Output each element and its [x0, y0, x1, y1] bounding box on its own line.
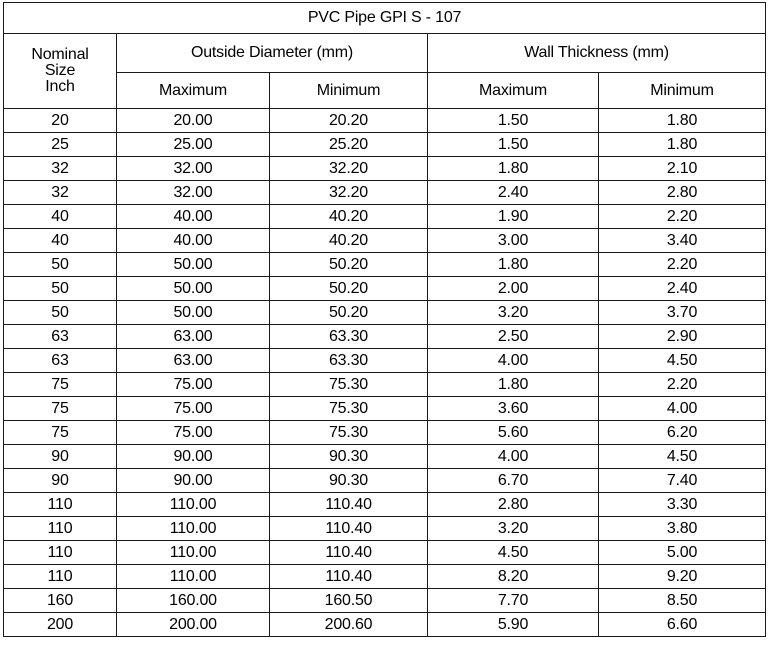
od-maximum-cell: 110.00	[117, 493, 270, 517]
od-maximum-cell: 75.00	[117, 397, 270, 421]
wt-minimum-cell: 3.40	[599, 229, 766, 253]
od-maximum-cell: 63.00	[117, 349, 270, 373]
od-minimum-cell: 63.30	[270, 325, 428, 349]
od-minimum-cell: 75.30	[270, 421, 428, 445]
table-row	[4, 469, 766, 493]
wt-minimum-cell: 8.50	[599, 589, 766, 613]
table-row	[4, 301, 766, 325]
od-minimum-cell: 110.40	[270, 517, 428, 541]
nominal-size-cell: 20	[4, 109, 117, 133]
od-maximum-cell: 63.00	[117, 325, 270, 349]
wt-minimum-cell: 5.00	[599, 541, 766, 565]
table-row	[4, 109, 766, 133]
od-maximum-header: Maximum	[117, 73, 270, 109]
nominal-size-cell: 50	[4, 277, 117, 301]
wt-minimum-cell: 2.20	[599, 205, 766, 229]
od-maximum-cell: 20.00	[117, 109, 270, 133]
nominal-size-header-line: Inch	[45, 78, 75, 95]
nominal-size-cell: 63	[4, 349, 117, 373]
nominal-size-cell: 32	[4, 181, 117, 205]
nominal-size-cell: 110	[4, 565, 117, 589]
wt-maximum-cell: 1.50	[428, 109, 599, 133]
wt-maximum-cell: 5.90	[428, 613, 599, 637]
wt-maximum-cell: 2.00	[428, 277, 599, 301]
wt-minimum-cell: 2.80	[599, 181, 766, 205]
group-header-row	[4, 34, 766, 73]
nominal-size-cell: 25	[4, 133, 117, 157]
wt-maximum-cell: 4.50	[428, 541, 599, 565]
wt-minimum-cell: 6.20	[599, 421, 766, 445]
spec-sheet	[3, 2, 765, 637]
od-maximum-cell: 110.00	[117, 517, 270, 541]
wt-maximum-cell: 4.00	[428, 349, 599, 373]
wt-minimum-cell: 2.20	[599, 253, 766, 277]
od-maximum-cell: 90.00	[117, 469, 270, 493]
wt-maximum-header: Maximum	[428, 73, 599, 109]
od-minimum-cell: 160.50	[270, 589, 428, 613]
wt-minimum-cell: 4.50	[599, 445, 766, 469]
table-row	[4, 493, 766, 517]
wt-maximum-cell: 7.70	[428, 589, 599, 613]
table-row	[4, 397, 766, 421]
od-minimum-cell: 75.30	[270, 373, 428, 397]
table-row	[4, 541, 766, 565]
od-minimum-cell: 25.20	[270, 133, 428, 157]
table-row	[4, 517, 766, 541]
od-maximum-cell: 200.00	[117, 613, 270, 637]
table-header	[4, 3, 766, 109]
nominal-size-cell: 40	[4, 205, 117, 229]
table-row	[4, 613, 766, 637]
nominal-size-header	[4, 34, 117, 109]
od-maximum-cell: 50.00	[117, 301, 270, 325]
wt-minimum-cell: 4.00	[599, 397, 766, 421]
nominal-size-cell: 75	[4, 373, 117, 397]
od-minimum-cell: 50.20	[270, 301, 428, 325]
wt-maximum-cell: 1.50	[428, 133, 599, 157]
od-minimum-cell: 63.30	[270, 349, 428, 373]
od-minimum-cell: 75.30	[270, 397, 428, 421]
wt-minimum-cell: 6.60	[599, 613, 766, 637]
wt-maximum-cell: 1.80	[428, 157, 599, 181]
pipe-spec-table	[3, 2, 766, 637]
wt-minimum-cell: 7.40	[599, 469, 766, 493]
nominal-size-cell: 40	[4, 229, 117, 253]
wt-minimum-cell: 1.80	[599, 109, 766, 133]
od-minimum-cell: 90.30	[270, 469, 428, 493]
od-maximum-cell: 50.00	[117, 277, 270, 301]
wt-maximum-cell: 8.20	[428, 565, 599, 589]
sub-header-row	[4, 73, 766, 109]
nominal-size-cell: 75	[4, 397, 117, 421]
wt-maximum-cell: 1.90	[428, 205, 599, 229]
od-minimum-header: Minimum	[270, 73, 428, 109]
nominal-size-cell: 110	[4, 541, 117, 565]
wt-maximum-cell: 3.20	[428, 517, 599, 541]
od-maximum-cell: 25.00	[117, 133, 270, 157]
od-minimum-cell: 20.20	[270, 109, 428, 133]
wt-minimum-cell: 3.80	[599, 517, 766, 541]
od-maximum-cell: 50.00	[117, 253, 270, 277]
nominal-size-cell: 75	[4, 421, 117, 445]
od-minimum-cell: 40.20	[270, 229, 428, 253]
wt-minimum-cell: 2.20	[599, 373, 766, 397]
table-row	[4, 277, 766, 301]
nominal-size-cell: 110	[4, 517, 117, 541]
wt-minimum-cell: 2.90	[599, 325, 766, 349]
table-row	[4, 373, 766, 397]
table-row	[4, 445, 766, 469]
wt-minimum-cell: 4.50	[599, 349, 766, 373]
table-row	[4, 181, 766, 205]
table-row	[4, 133, 766, 157]
wt-maximum-cell: 3.60	[428, 397, 599, 421]
wt-minimum-cell: 9.20	[599, 565, 766, 589]
wt-minimum-cell: 3.70	[599, 301, 766, 325]
nominal-size-cell: 90	[4, 469, 117, 493]
table-row	[4, 589, 766, 613]
wt-maximum-cell: 6.70	[428, 469, 599, 493]
od-maximum-cell: 75.00	[117, 373, 270, 397]
od-maximum-cell: 40.00	[117, 205, 270, 229]
table-row	[4, 205, 766, 229]
table-row	[4, 157, 766, 181]
wt-maximum-cell: 2.40	[428, 181, 599, 205]
od-maximum-cell: 110.00	[117, 541, 270, 565]
wall-thickness-header: Wall Thickness (mm)	[428, 34, 766, 73]
table-row	[4, 325, 766, 349]
table-body	[4, 109, 766, 637]
nominal-size-cell: 50	[4, 253, 117, 277]
wt-minimum-cell: 2.10	[599, 157, 766, 181]
od-maximum-cell: 90.00	[117, 445, 270, 469]
od-maximum-cell: 160.00	[117, 589, 270, 613]
nominal-size-cell: 32	[4, 157, 117, 181]
table-row	[4, 421, 766, 445]
od-minimum-cell: 32.20	[270, 157, 428, 181]
wt-maximum-cell: 3.20	[428, 301, 599, 325]
wt-maximum-cell: 1.80	[428, 373, 599, 397]
od-minimum-cell: 50.20	[270, 253, 428, 277]
od-minimum-cell: 50.20	[270, 277, 428, 301]
nominal-size-cell: 200	[4, 613, 117, 637]
wt-maximum-cell: 2.50	[428, 325, 599, 349]
od-minimum-cell: 90.30	[270, 445, 428, 469]
nominal-size-header-line: Size	[44, 62, 76, 79]
nominal-size-cell: 90	[4, 445, 117, 469]
wt-minimum-cell: 2.40	[599, 277, 766, 301]
od-maximum-cell: 32.00	[117, 157, 270, 181]
nominal-size-cell: 63	[4, 325, 117, 349]
od-maximum-cell: 40.00	[117, 229, 270, 253]
od-minimum-cell: 110.40	[270, 493, 428, 517]
outside-diameter-header: Outside Diameter (mm)	[117, 34, 428, 73]
od-minimum-cell: 110.40	[270, 541, 428, 565]
wt-maximum-cell: 1.80	[428, 253, 599, 277]
od-minimum-cell: 200.60	[270, 613, 428, 637]
od-minimum-cell: 32.20	[270, 181, 428, 205]
wt-minimum-cell: 3.30	[599, 493, 766, 517]
wt-maximum-cell: 4.00	[428, 445, 599, 469]
table-row	[4, 565, 766, 589]
od-minimum-cell: 40.20	[270, 205, 428, 229]
wt-minimum-cell: 1.80	[599, 133, 766, 157]
nominal-size-cell: 110	[4, 493, 117, 517]
wt-maximum-cell: 3.00	[428, 229, 599, 253]
od-maximum-cell: 75.00	[117, 421, 270, 445]
wt-maximum-cell: 5.60	[428, 421, 599, 445]
table-row	[4, 229, 766, 253]
od-maximum-cell: 32.00	[117, 181, 270, 205]
nominal-size-cell: 50	[4, 301, 117, 325]
title-row	[4, 3, 766, 34]
wt-minimum-header: Minimum	[599, 73, 766, 109]
od-minimum-cell: 110.40	[270, 565, 428, 589]
wt-maximum-cell: 2.80	[428, 493, 599, 517]
table-title: PVC Pipe GPI S - 107	[4, 3, 766, 34]
table-row	[4, 253, 766, 277]
nominal-size-header-line: Nominal	[31, 46, 89, 63]
nominal-size-cell: 160	[4, 589, 117, 613]
table-row	[4, 349, 766, 373]
od-maximum-cell: 110.00	[117, 565, 270, 589]
